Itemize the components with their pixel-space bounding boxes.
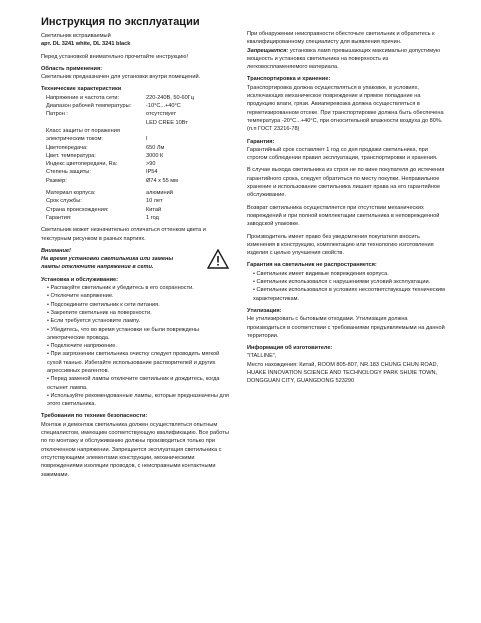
page-title: Инструкция по эксплуатации: [41, 16, 200, 28]
spec-row: Материал корпуса: алюминий: [46, 190, 173, 197]
list-item: • Убедитесь, что во время установки не были повреждены электрические провода.: [47, 326, 200, 341]
spec-row: Напряжение и частота сети: 220-240В, 50-60Гц: [46, 94, 194, 101]
warning-heading: Внимание!: [41, 247, 71, 254]
guarantee-p1: Гарантийный срок составляет 1 год со дня продажи светильника, при строгом соблюдении правил эксплуатации, транспортировки и хранения.: [247, 146, 438, 162]
left-column: [41, 16, 231, 479]
forbidden-paragraph: [247, 47, 447, 72]
disposal-heading: Утилизация:: [247, 307, 282, 314]
spec-row: Гарантия: 1 год: [46, 214, 159, 221]
list-item: • Распакуйте светильник и убедитесь в его сохранности.: [47, 285, 194, 292]
install-list: [41, 284, 231, 408]
list-item: • Если требуется установите лампу.: [47, 318, 140, 325]
list-item: • Подключите напряжение.: [47, 343, 117, 350]
transport-heading: Транспортировка и хранение:: [247, 76, 331, 83]
color-note: Светильник может незначительно отличаться оттенком цвета и текстурным рисунком в разных партиях.: [41, 227, 206, 242]
safety-text: Монтаж и демонтаж светильника должен осуществляться опытным специалистом, имеющим соответствующую квалификацию. Все работы по по монтажу и обслуживанию должны производиться только при отключенном напряжении. Запрещается эксплуатация светильника с отсутствующими элементами конструкции, механическими повреждениями изоляции проводов, с неисправными контактными зажимами.: [41, 421, 229, 478]
guarantee-p3: Возврат светильника осуществляется при отсутствии механических повреждений и при полной комплектации светильника в неповрежденной заводской упаковке.: [247, 204, 440, 228]
spec-row: Страна происхождения: Китай: [46, 206, 162, 213]
spec-row: Цветопередача: 650 Лм: [46, 144, 165, 151]
spec-row: Индекс цветопередачи, Ra: >90: [46, 161, 156, 168]
product-article: арт. DL 3241 white, DL 3241 black: [41, 41, 131, 48]
warning-line-1: На время установки светильника или замены: [41, 256, 174, 263]
spec-row: Степень защиты: IP54: [46, 169, 158, 176]
faults-text: При обнаружении неисправности обесточьте светильник и обратитесь к квалифицированному специалисту для выявления причин.: [247, 31, 435, 46]
manufacturer-address: Место нахождения: Китай, ROOM 805-807, NR.183 CHUNG CHUN ROAD, HUAKE INNOVATION SCIENCE AND TECHNOLOGY PARK SHIJIE TOWN, DONGGUAN CITY, GUANGDONG 523290: [247, 361, 439, 385]
list-item: • Используйте рекомендованные лампы, которые предназначены для этого светильника.: [47, 392, 229, 408]
spec-row: Класс защиты от поражения электрическим током: I: [46, 127, 148, 143]
list-item: • Светильник использовался с нарушениями условий эксплуатации.: [253, 279, 431, 286]
spec-row: Цвет. температура: 3000 К: [46, 152, 164, 159]
guarantee-p2: В случае выхода светильника из строя не по вине покупателя до истечения гарантийного срока, следует обратиться по месту покупки. Неправильное хранение и использование светильника лишает права на его гарантийное обслуживание.: [247, 167, 445, 199]
warning-triangle-icon: [207, 249, 229, 269]
safety-heading: Требования по технике безопасности:: [41, 413, 148, 420]
list-item: • Отключите напряжение.: [47, 293, 114, 300]
spec-row: Срок службы: 10 лет: [46, 198, 163, 205]
product-type: Светильник встраиваемый: [41, 33, 111, 39]
application-heading: Область применения:: [41, 65, 103, 72]
warning-block: [41, 247, 231, 272]
list-item: • Закрепите светильник на поверхности.: [47, 309, 152, 316]
warning-line-2: лампы отключите напряжение в сети.: [41, 264, 154, 271]
disposal-text: Не утилизировать с бытовыми отходами. Утилизация должна производиться в соответствии с требованиями предъявляемыми на данной территории.: [247, 316, 445, 339]
list-item: • Светильник имеет видимые повреждения корпуса.: [253, 270, 389, 277]
right-column: [247, 30, 447, 386]
specs-table: [41, 94, 231, 222]
manufacturer-name: "ITALLINE",: [247, 353, 277, 360]
manufacturer-heading: Информация об изготовителе:: [247, 345, 333, 352]
guarantee-heading: Гарантия:: [247, 138, 275, 145]
no-warranty-heading: Гарантия на светильник не распространяется:: [247, 262, 377, 269]
spec-row: Диапазон рабочей температуры: -10°C...+40°C: [46, 103, 181, 110]
list-item: • Светильник использовался в условиях несоответствующих техническим характеристикам.: [253, 287, 445, 302]
install-heading: Установка и обслуживание:: [41, 276, 119, 283]
application-text: Светильник предназначен для установки внутри помещений.: [41, 74, 201, 81]
forbidden-label: Запрещается:: [247, 47, 289, 54]
list-item: • При загрязнении светильника очистку следует проводить мягкой сухой тканью. Избегайте использование растворителей и других агрессивных реагентов.: [47, 351, 220, 374]
forbidden-text: установка ламп превышающих максимально допустимую мощность и установка светильника на поверхность из легковоспламеняемого материала.: [247, 47, 441, 71]
list-item: • Подсоедините светильник к сети питания.: [47, 301, 160, 308]
spec-row: Патрон : отсутствует LED CREE 10Вт: [46, 111, 188, 126]
guarantee-p4: Производитель имеет право без уведомления покупателя вносить изменения в конструкцию, комплектацию или технологию изготовления изделия с целью улучшения свойств.: [247, 233, 434, 257]
specs-heading: Технические характеристики: [41, 86, 122, 93]
transport-text: Транспортировка должна осуществляться в упаковке, в условиях, исключающих механическое повреждение и прямое попадание на продукцию влаги, грязи. Авиаперевозка должна осуществляться в герметизированном отсеке. При транспортировке должна быть обеспечена температура -20°C...+40°C, при относительной влажности воздуха до 80%. (п.п ГОСТ 23216-78): [247, 84, 444, 133]
list-item: • Перед заменой лампы отключите светильник и дождитесь, когда остынет лампа.: [47, 376, 220, 391]
intro-note: Перед установкой внимательно прочитайте инструкцию!: [41, 53, 189, 60]
spec-row: Размер: Ø74 x 55 мм: [46, 177, 178, 184]
